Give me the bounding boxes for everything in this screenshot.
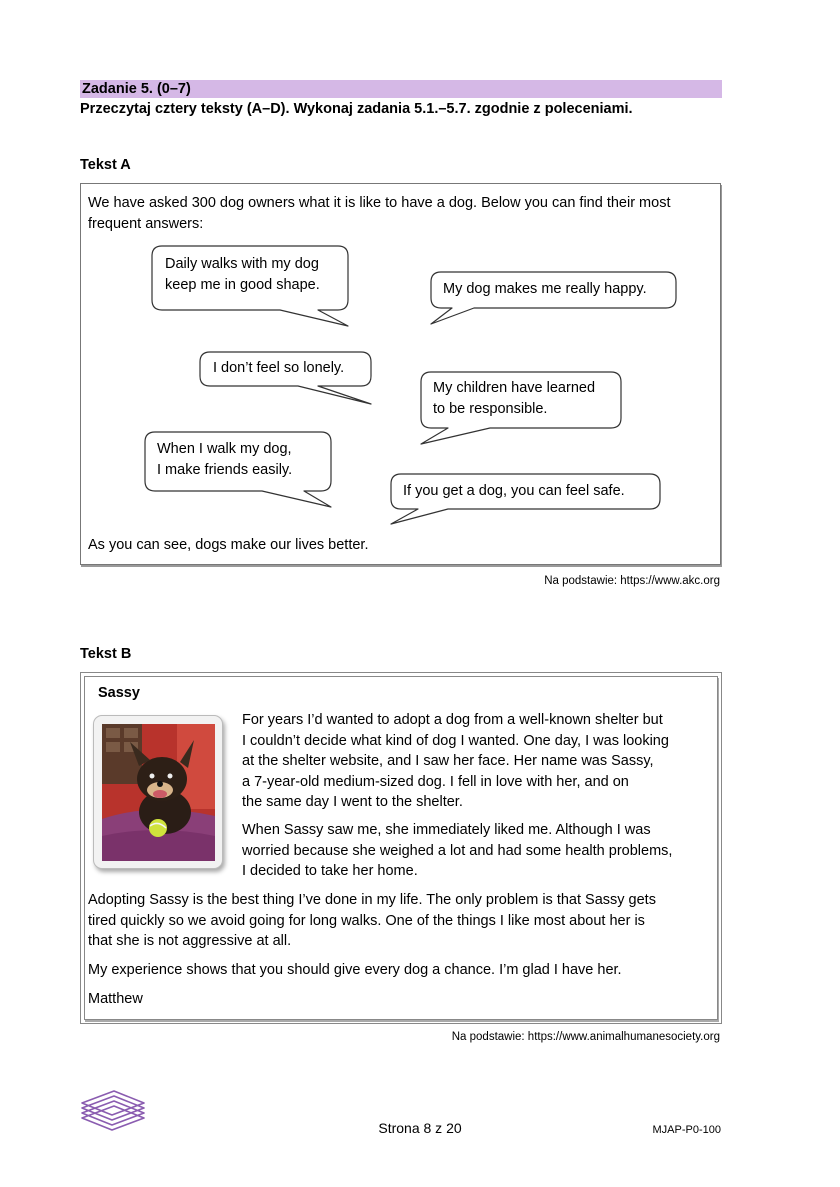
text-a-intro: We have asked 300 dog owners what it is like to have a dog. Below you can find their most frequent answers: (88, 195, 671, 232)
text-b-paragraph-3 (88, 890, 656, 952)
dog-photo (102, 724, 215, 861)
paragraph-3-line: that she is not aggressive at all. (88, 933, 292, 949)
bubble-1-line-2: keep me in good shape. (165, 277, 320, 293)
paragraph-3-line: tired quickly so we avoid going for long walks. One of the things I like most about her is (88, 912, 645, 929)
bubble-6-line-1: If you get a dog, you can feel safe. (403, 483, 625, 499)
paragraph-1-line: For years I’d wanted to adopt a dog from a well-known shelter but (242, 712, 663, 728)
paragraph-3-line: Adopting Sassy is the best thing I’ve done in my life. The only problem is that Sassy gets (88, 892, 656, 908)
paragraph-2-line: When Sassy saw me, she immediately liked me. Although I was (242, 822, 651, 838)
text-b-signature: Matthew (88, 991, 143, 1007)
page-number: Strona 8 z 20 (378, 1120, 462, 1136)
bubble-6-text (403, 481, 625, 502)
bubble-4-line-1: My children have learned (433, 380, 596, 396)
bubble-2-text (443, 279, 647, 300)
text-a-source: Na podstawie: https://www.akc.org (544, 575, 720, 587)
text-b-title: Sassy (98, 685, 140, 701)
task-header: Zadanie 5. (0–7) (80, 80, 722, 98)
bubble-3-text (213, 358, 344, 379)
bubble-5-text (157, 439, 292, 481)
text-b-paragraph-4: My experience shows that you should give every dog a chance. I’m glad I have her. (88, 962, 622, 978)
bubble-3-line-1: I don’t feel so lonely. (213, 360, 345, 376)
paragraph-1-line: at the shelter website, and I saw her face. Her name was Sassy, (242, 753, 654, 769)
text-b-heading: Tekst B (80, 646, 132, 662)
bubble-5-line-2: I make friends easily. (157, 462, 293, 478)
bubble-5-line-1: When I walk my dog, (157, 441, 292, 457)
text-a-heading: Tekst A (80, 157, 131, 173)
paragraph-1-line: a 7-year-old medium-sized dog. I fell in love with her, and on (242, 773, 629, 790)
text-b-paragraph-1 (242, 710, 669, 813)
paragraph-2-line: I decided to take her home. (242, 863, 418, 879)
text-b-source: Na podstawie: https://www.animalhumanesociety.org (451, 1031, 720, 1043)
text-a-outro: As you can see, dogs make our lives better. (88, 537, 369, 553)
bubble-1-line-1: Daily walks with my dog (165, 256, 319, 272)
bubble-4-text (433, 378, 595, 420)
bubble-2-line-1: My dog makes me really happy. (443, 281, 647, 297)
bubble-4-line-2: to be responsible. (433, 401, 548, 417)
paragraph-1-line: the same day I went to the shelter. (242, 794, 463, 810)
paragraph-2-line: worried because she weighed a lot and had some health problems, (242, 842, 673, 859)
exam-code: MJAP-P0-100 (652, 1124, 721, 1136)
bubble-1-text (165, 254, 320, 296)
task-instruction: Przeczytaj cztery teksty (A–D). Wykonaj zadania 5.1.–5.7. zgodnie z poleceniami. (80, 101, 633, 117)
text-b-paragraph-2 (242, 820, 672, 882)
paragraph-1-line: I couldn’t decide what kind of dog I wanted. One day, I was looking (242, 732, 669, 749)
